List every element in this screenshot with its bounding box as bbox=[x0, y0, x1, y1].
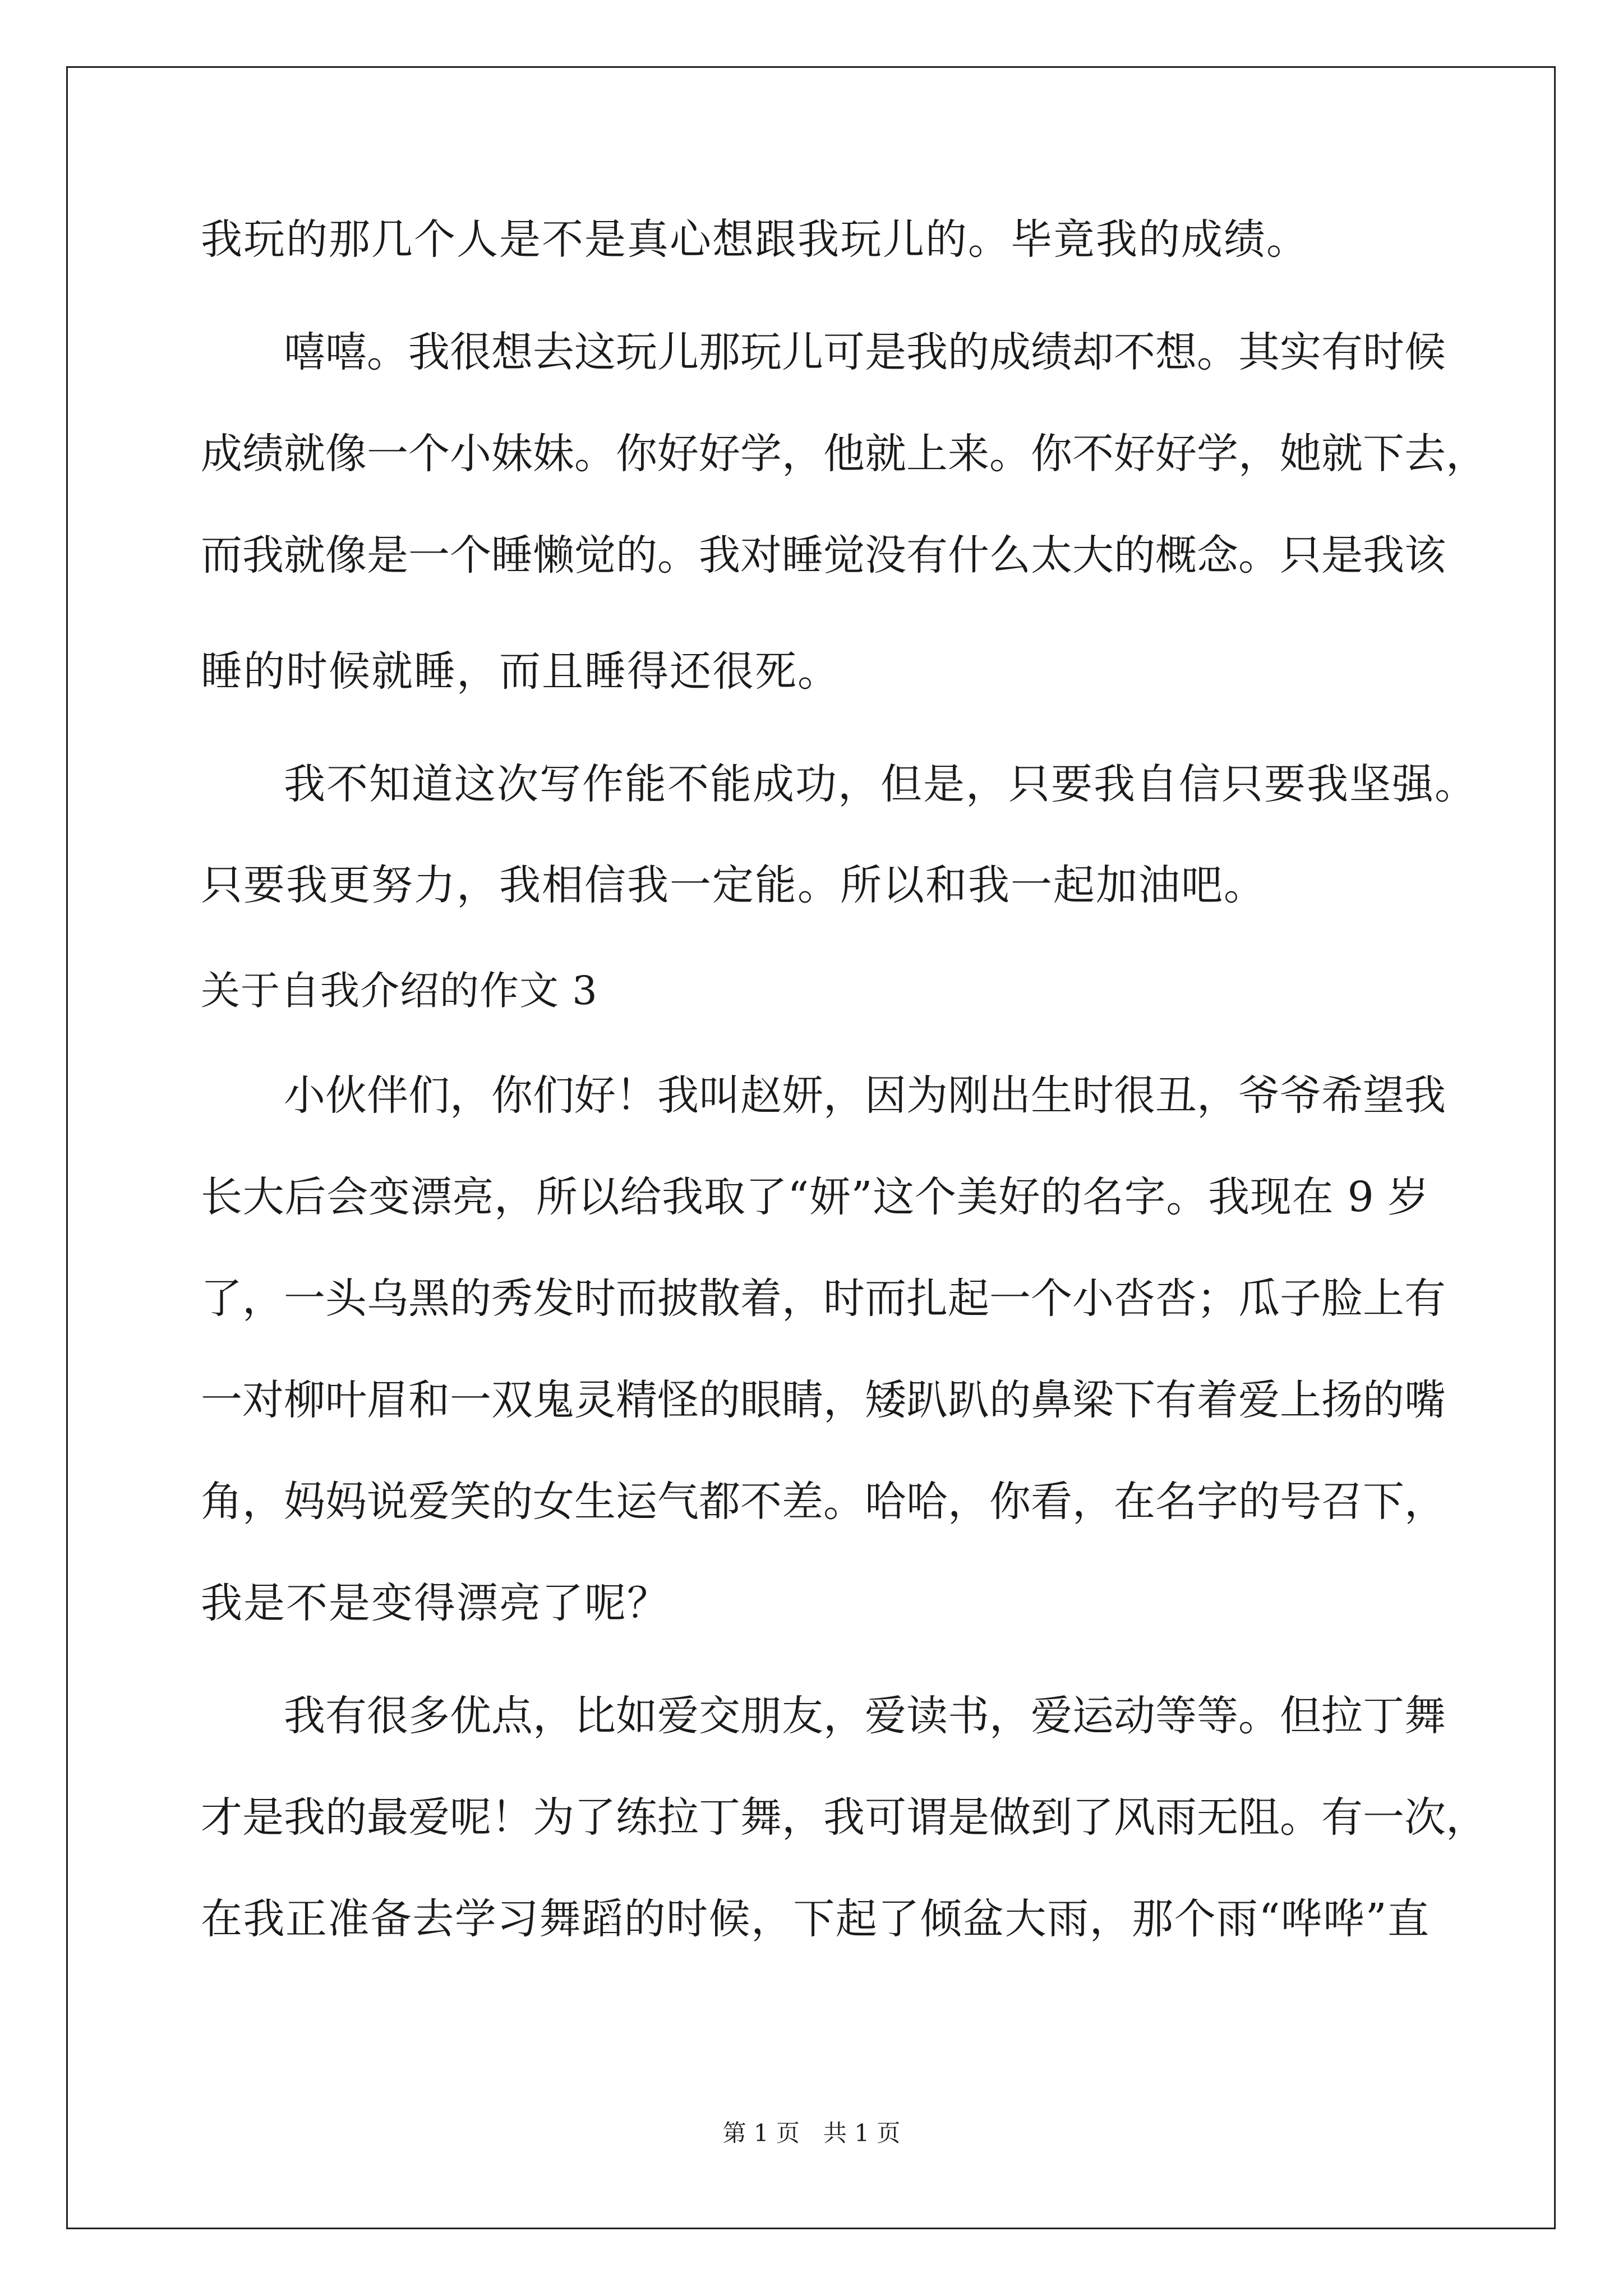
text-line: 而我就像是一个睡懒觉的。我对睡觉没有什么太大的概念。只是我该 bbox=[201, 531, 1446, 579]
text-line: 角，妈妈说爱笑的女生运气都不差。哈哈，你看，在名字的号召下， bbox=[201, 1478, 1446, 1526]
page-footer: 第 1 页 共 1 页 bbox=[722, 2119, 901, 2147]
text-line: 小伙伴们，你们好！我叫赵妍，因为刚出生时很丑，爷爷希望我 bbox=[284, 1071, 1446, 1120]
text-line: 我是不是变得漂亮了呢？ bbox=[201, 1579, 670, 1627]
text-line: 在我正准备去学习舞蹈的时候，下起了倾盆大雨，那个雨“哗哗”直 bbox=[201, 1895, 1429, 1943]
section-heading: 关于自我介绍的作文 3 bbox=[201, 968, 598, 1014]
text-line: 只要我更努力，我相信我一定能。所以和我一起加油吧。 bbox=[201, 861, 1266, 909]
text-line: 嘻嘻。我很想去这玩儿那玩儿可是我的成绩却不想。其实有时候 bbox=[284, 328, 1446, 376]
text-line: 一对柳叶眉和一双鬼灵精怪的眼睛，矮趴趴的鼻梁下有着爱上扬的嘴 bbox=[201, 1376, 1446, 1424]
text-line: 我有很多优点，比如爱交朋友，爱读书，爱运动等等。但拉丁舞 bbox=[284, 1692, 1446, 1740]
text-line: 成绩就像一个小妹妹。你好好学，他就上来。你不好好学，她就下去， bbox=[201, 430, 1487, 478]
text-line: 我不知道这次写作能不能成功，但是，只要我自信只要我坚强。 bbox=[284, 760, 1477, 808]
text-line: 了，一头乌黑的秀发时而披散着，时而扎起一个小呇呇；瓜子脸上有 bbox=[201, 1274, 1446, 1323]
text-line: 长大后会变漂亮，所以给我取了“妍”这个美好的名字。我现在 9 岁 bbox=[201, 1173, 1429, 1221]
text-line: 才是我的最爱呢！为了练拉丁舞，我可谓是做到了风雨无阻。有一次， bbox=[201, 1793, 1487, 1842]
text-line: 睡的时候就睡，而且睡得还很死。 bbox=[201, 647, 840, 696]
text-line: 我玩的那几个人是不是真心想跟我玩儿的。毕竟我的成绩。 bbox=[201, 215, 1309, 264]
